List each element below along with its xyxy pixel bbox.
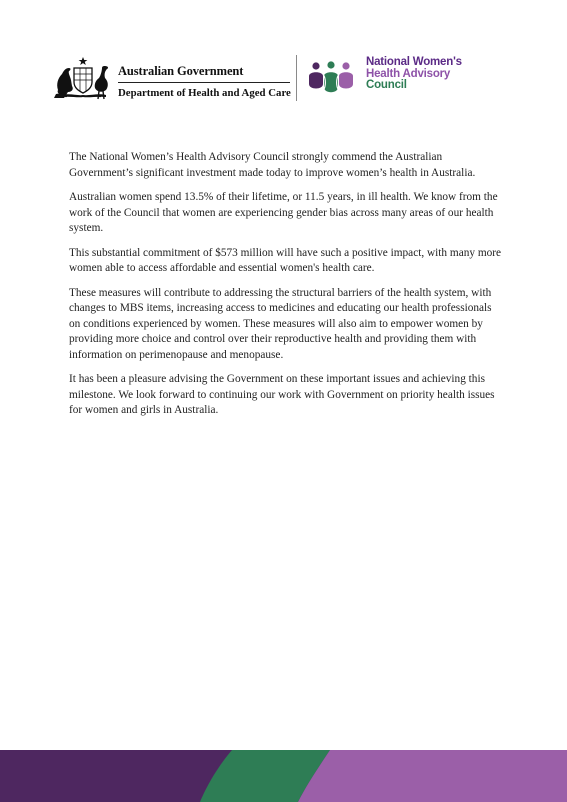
footer-light-purple bbox=[298, 750, 567, 802]
council-name-line2: Health Advisory bbox=[366, 67, 451, 80]
government-title: Australian Government bbox=[118, 64, 244, 78]
coat-of-arms-icon bbox=[52, 56, 114, 100]
department-name: Department of Health and Aged Care bbox=[118, 87, 291, 99]
government-rule bbox=[118, 82, 290, 83]
paragraph: It has been a pleasure advising the Government on these important issues and achieving this milestone. We look forward to continuing our work with Government on priority health issues for women and girls in Australia. bbox=[69, 373, 495, 416]
footer-color-band bbox=[0, 750, 567, 802]
letterhead bbox=[52, 52, 482, 102]
government-branding bbox=[118, 64, 338, 100]
council-name bbox=[366, 57, 462, 92]
paragraph: These measures will contribute to addressing the structural barriers of the health system, with changes to MBS items, increasing access to medicines and educating our health professionals on conditions experienced by women. These measures will also aim to empower women by providing more choice and control over their reproductive health and providing them with information on perimenopause and menopause. bbox=[69, 286, 492, 361]
paragraph: This substantial commitment of $573 million will have such a positive impact, with many more women able to access affordable and essential women's health care. bbox=[69, 246, 502, 274]
header-divider bbox=[296, 55, 297, 101]
council-figures-icon bbox=[308, 60, 354, 96]
paragraph: The National Women’s Health Advisory Council strongly commend the Australian Government’s significant investment made today to improve women’s health in Australia. bbox=[69, 151, 476, 179]
council-name-line1: National Women's bbox=[366, 56, 462, 68]
paragraph: Australian women spend 13.5% of their lifetime, or 11.5 years, in ill health. We know from the work of the Council that women are experiencing gender bias across many areas of our health system. bbox=[69, 191, 498, 234]
council-name-line3: Council bbox=[366, 79, 407, 91]
statement-body bbox=[69, 150, 505, 428]
